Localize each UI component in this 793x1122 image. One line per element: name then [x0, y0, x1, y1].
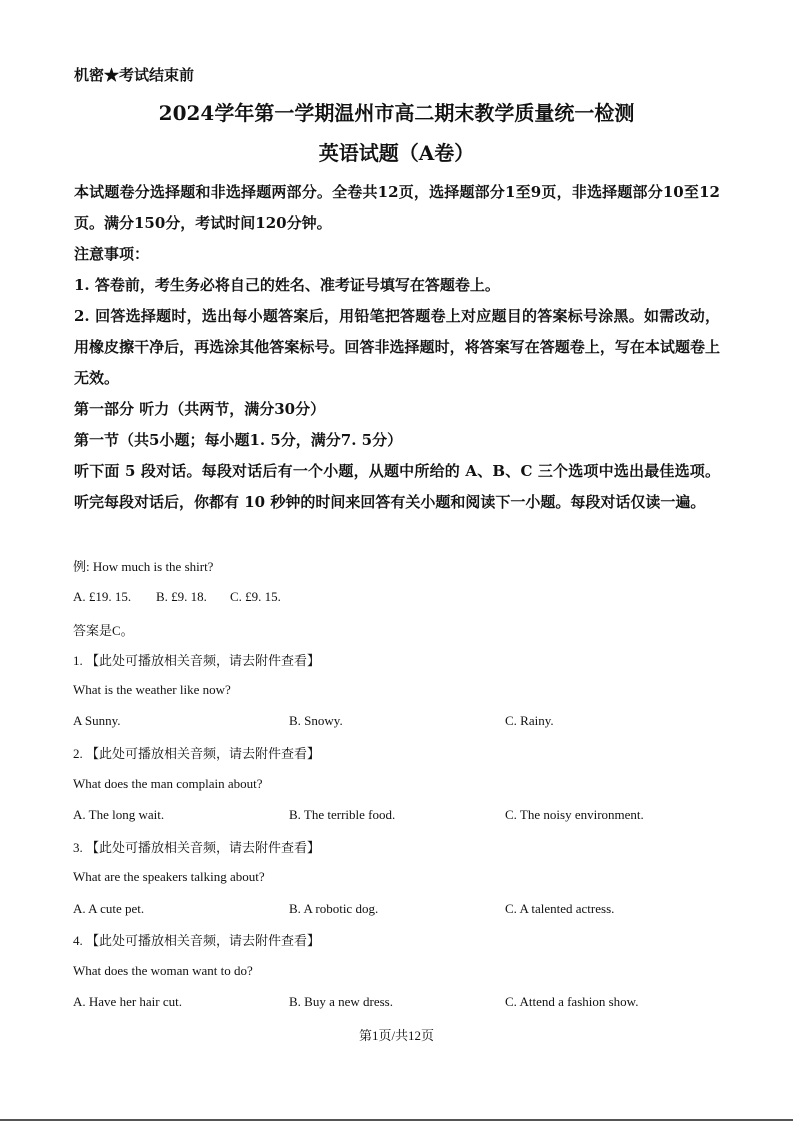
example-question: 例: How much is the shirt? — [73, 559, 214, 574]
q1-option-b: B. Snowy. — [289, 713, 343, 728]
exam-subtitle: 英语试题（A卷） — [318, 141, 475, 165]
bottom-divider — [0, 1119, 793, 1121]
q3-audio[interactable]: 3. 【此处可播放相关音频，请去附件查看】 — [73, 840, 321, 855]
q4-option-b: B. Buy a new dress. — [289, 994, 393, 1009]
q2-option-b: B. The terrible food. — [289, 807, 396, 822]
example-option-b: B. £9. 18. — [156, 589, 207, 604]
q1-option-c: C. Rainy. — [505, 713, 554, 728]
q2-option-c: C. The noisy environment. — [505, 807, 644, 822]
page-footer: 第1页/共12页 — [358, 1028, 435, 1043]
q3-option-a: A. A cute pet. — [73, 901, 145, 916]
q3-option-b: B. A robotic dog. — [289, 901, 379, 916]
q3-question: What are the speakers talking about? — [73, 869, 265, 884]
example-options — [73, 589, 733, 607]
q3-options — [73, 901, 733, 919]
notes-item-2: 2. 回答选择题时，选出每小题答案后，用铅笔把答题卷上对应题目的答案标号涂黑。如需改动，用橡皮擦干净后，再选涂其他答案标号。回答非选择题时，将答案写在答题卷上，写在本试题卷上无效。 — [74, 307, 720, 387]
q4-option-a: A. Have her hair cut. — [73, 994, 183, 1009]
intro-text: 本试题卷分选择题和非选择题两部分。全卷共12页，选择题部分1至9页，非选择题部分10至12页。满分150分，考试时间120分钟。 — [74, 183, 720, 232]
example-answer: 答案是C。 — [73, 623, 134, 638]
part1-heading: 第一部分 听力（共两节，满分30分） — [74, 400, 326, 418]
q1-options — [73, 713, 733, 731]
q2-options — [73, 807, 733, 825]
q2-audio[interactable]: 2. 【此处可播放相关音频，请去附件查看】 — [73, 746, 321, 761]
notes-heading: 注意事项： — [74, 245, 150, 263]
confidential-label: 机密★考试结束前 — [74, 66, 195, 84]
q1-audio[interactable]: 1. 【此处可播放相关音频，请去附件查看】 — [73, 653, 321, 668]
q1-option-a: A Sunny. — [73, 713, 121, 728]
exam-title: 2024学年第一学期温州市高二期末教学质量统一检测 — [158, 101, 635, 125]
q4-audio[interactable]: 4. 【此处可播放相关音频，请去附件查看】 — [73, 933, 321, 948]
q4-options — [73, 994, 733, 1012]
q1-question: What is the weather like now? — [73, 682, 231, 697]
q4-option-c: C. Attend a fashion show. — [505, 994, 639, 1009]
listening-directions: 听下面 5 段对话。每段对话后有一个小题，从题中所给的 A、B、C 三个选项中选出最佳选项。听完每段对话后，你都有 10 秒钟的时间来回答有关小题和阅读下一小题。每段对话仅读一遍。 — [74, 462, 720, 511]
example-option-a: A. £19. 15. — [73, 589, 132, 604]
q4-question: What does the woman want to do? — [73, 963, 253, 978]
q2-option-a: A. The long wait. — [73, 807, 165, 822]
q3-option-c: C. A talented actress. — [505, 901, 615, 916]
notes-item-1: 1. 答卷前，考生务必将自己的姓名、准考证号填写在答题卷上。 — [74, 276, 500, 294]
example-option-c: C. £9. 15. — [230, 589, 281, 604]
q2-question: What does the man complain about? — [73, 776, 263, 791]
section1-heading: 第一节（共5小题；每小题1. 5分，满分7. 5分） — [74, 431, 403, 449]
intro-paragraph — [74, 177, 720, 518]
